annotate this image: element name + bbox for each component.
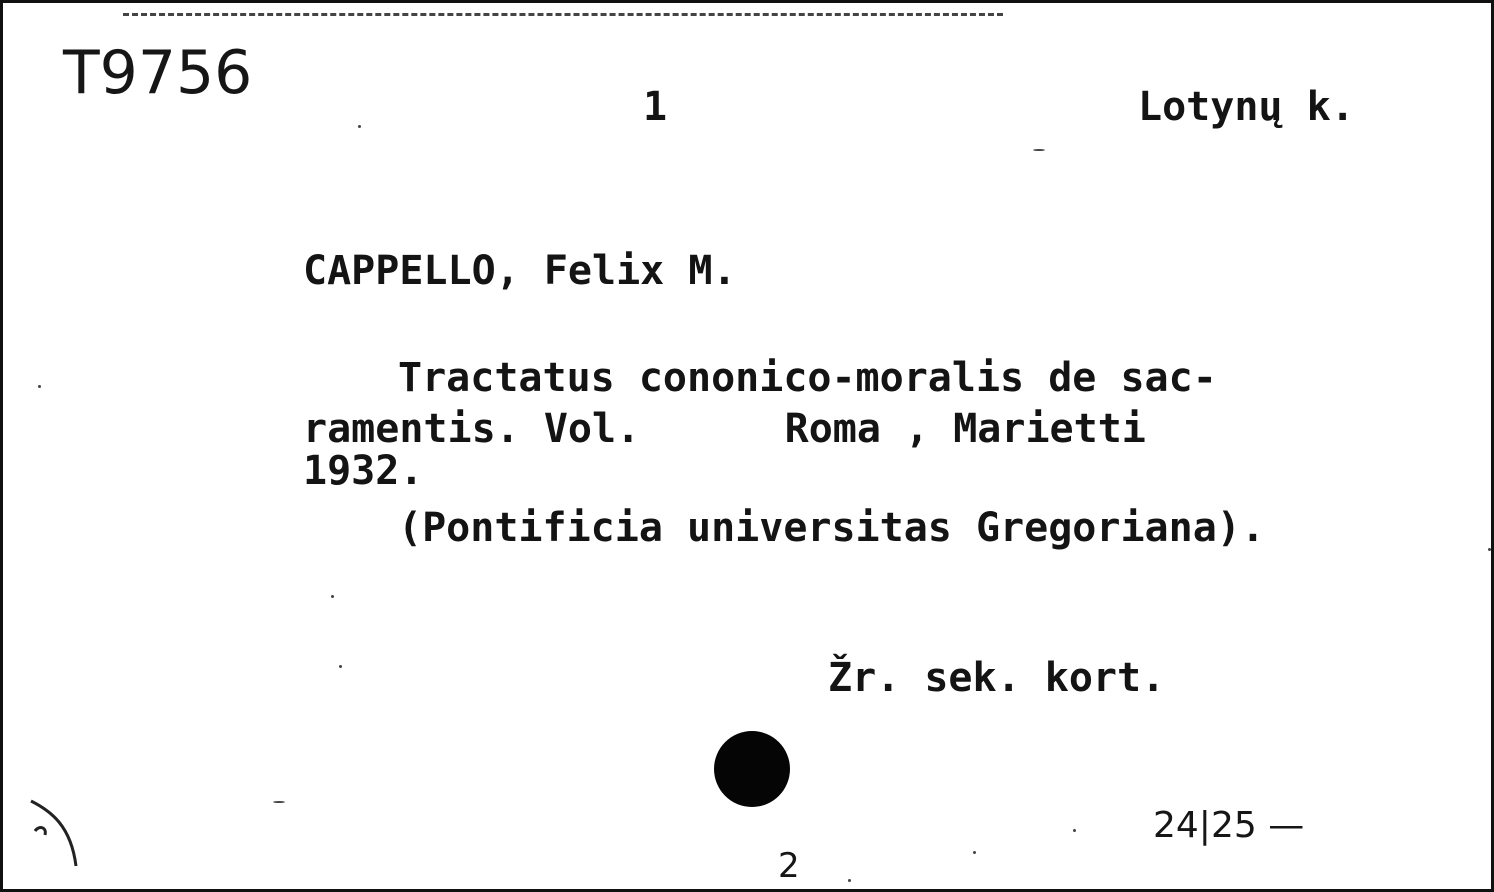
speck xyxy=(339,665,342,668)
speck xyxy=(1033,149,1045,151)
speck xyxy=(331,595,334,598)
corner-pencil-mark xyxy=(21,791,91,871)
language-label: Lotynų k. xyxy=(1138,84,1355,130)
speck xyxy=(848,879,851,882)
call-number: T9756 xyxy=(63,38,253,108)
speck xyxy=(273,801,285,803)
handwritten-bottom-mark: 2 xyxy=(778,846,800,886)
series-statement: (Pontificia universitas Gregoriana). xyxy=(398,505,1265,551)
handwritten-number: 24|25 — xyxy=(1153,805,1305,846)
speck xyxy=(38,385,41,388)
title-line-2: ramentis. Vol. Roma , Marietti xyxy=(303,406,1146,452)
speck xyxy=(973,851,976,854)
speck xyxy=(1073,829,1076,832)
author-heading: CAPPELLO, Felix M. xyxy=(303,248,737,294)
card-number: 1 xyxy=(643,84,668,130)
speck xyxy=(358,125,361,128)
publication-year: 1932. xyxy=(303,448,424,494)
top-dashed-mark xyxy=(123,13,1003,16)
see-next-card: Žr. sek. kort. xyxy=(828,655,1166,701)
speck xyxy=(1488,548,1491,551)
punch-hole xyxy=(714,731,790,807)
title-line-1: Tractatus cononico-moralis de sac- xyxy=(398,355,1217,401)
